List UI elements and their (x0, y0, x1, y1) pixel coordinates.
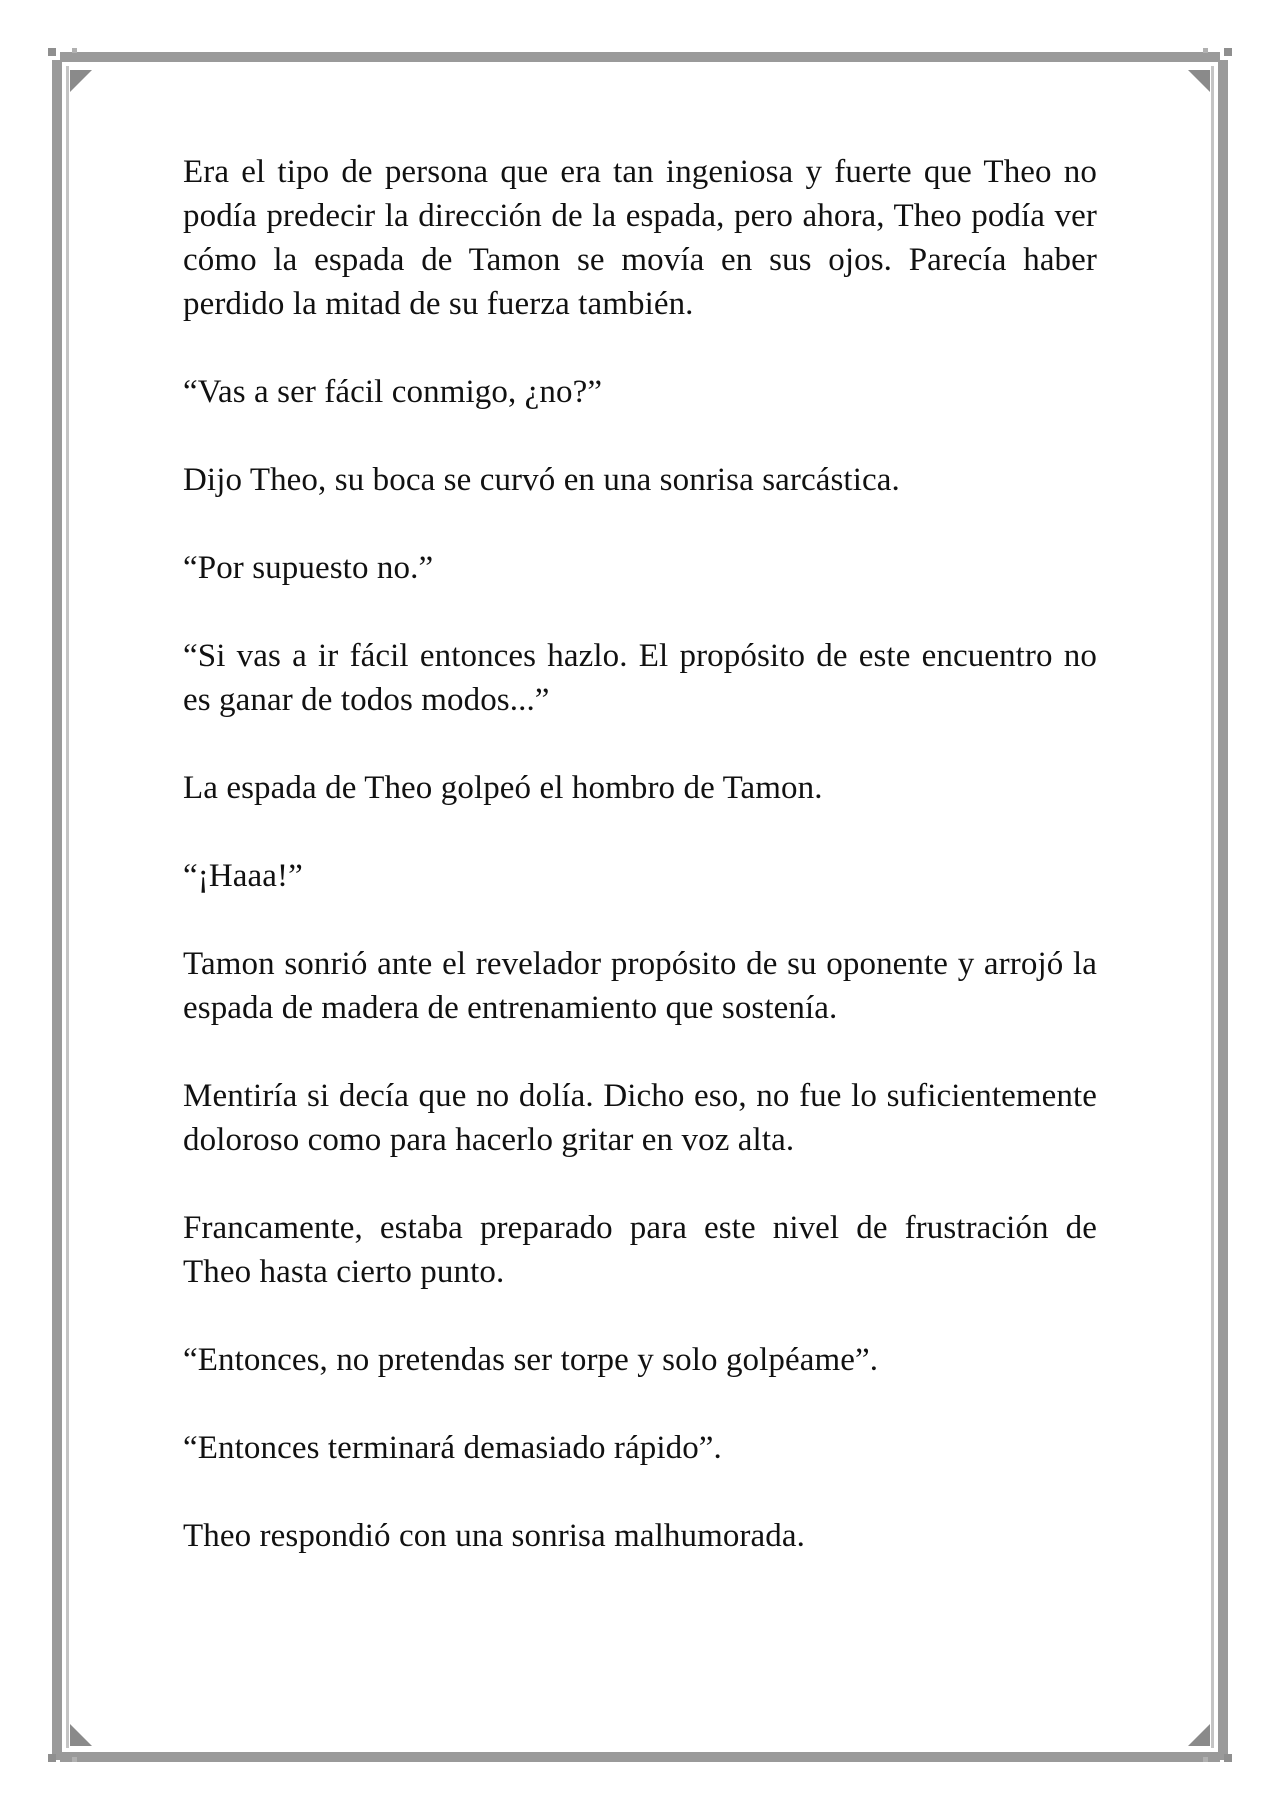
frame-inner-right-line (1211, 66, 1214, 1748)
frame-top-border (60, 52, 1220, 62)
frame-bottom-border (60, 1752, 1220, 1762)
frame-inner-left-line (66, 66, 69, 1748)
dialogue-line: “Vas a ser fácil conmigo, ¿no?” (183, 374, 603, 410)
page-body-text (183, 150, 1097, 1602)
paragraph: La espada de Theo golpeó el hombro de Tamon. (183, 770, 823, 806)
corner-square-ornament (1224, 1754, 1232, 1762)
corner-dot-ornament (1203, 1757, 1208, 1762)
corner-dot-ornament (72, 1757, 77, 1762)
corner-triangle-icon (70, 1724, 92, 1746)
corner-square-ornament (48, 48, 56, 56)
paragraph: Theo respondió con una sonrisa malhumorada. (183, 1518, 805, 1554)
frame-left-border (52, 60, 62, 1760)
paragraph: Mentiría si decía que no dolía. Dicho eso, no fue lo suficientemente doloroso como para hacerlo gritar en voz alta. (183, 1078, 1097, 1158)
dialogue-line: “Si vas a ir fácil entonces hazlo. El propósito de este encuentro no es ganar de todos modos...” (183, 638, 1097, 718)
dialogue-line: “Entonces terminará demasiado rápido”. (183, 1430, 722, 1466)
corner-triangle-icon (70, 70, 92, 92)
dialogue-line: “Por supuesto no.” (183, 550, 434, 586)
paragraph: Tamon sonrió ante el revelador propósito de su oponente y arrojó la espada de madera de entrenamiento que sostenía. (183, 946, 1097, 1026)
paragraph: Era el tipo de persona que era tan ingeniosa y fuerte que Theo no podía predecir la dirección de la espada, pero ahora, Theo podía ver cómo la espada de Tamon se movía en sus ojos. Parecía haber perdido la mitad de su fuerza también. (183, 154, 1097, 322)
corner-dot-ornament (72, 48, 77, 53)
corner-triangle-icon (1188, 70, 1210, 92)
paragraph: Francamente, estaba preparado para este nivel de frustración de Theo hasta cierto punto. (183, 1210, 1097, 1290)
corner-dot-ornament (1203, 48, 1208, 53)
corner-square-ornament (48, 1754, 56, 1762)
paragraph: Dijo Theo, su boca se curvó en una sonrisa sarcástica. (183, 462, 900, 498)
corner-triangle-icon (1188, 1724, 1210, 1746)
frame-right-border (1218, 60, 1228, 1760)
dialogue-line: “¡Haaa!” (183, 858, 303, 894)
corner-square-ornament (1224, 48, 1232, 56)
dialogue-line: “Entonces, no pretendas ser torpe y solo golpéame”. (183, 1342, 879, 1378)
